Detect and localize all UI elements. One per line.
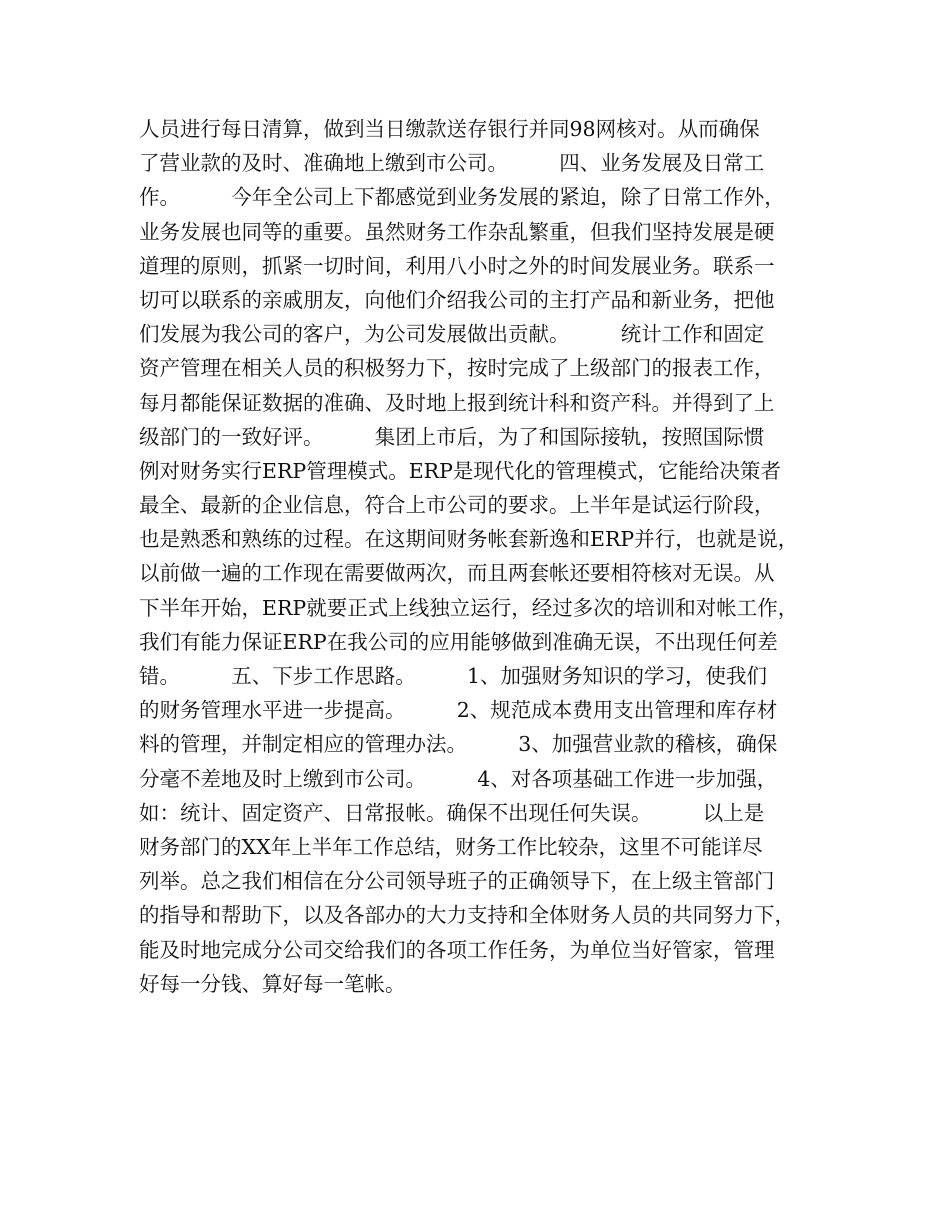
text-line: 我们有能力保证ERP在我公司的应用能够做到准确无误，不出现任何差 bbox=[139, 629, 778, 654]
text-line: 道理的原则，抓紧一切时间，利用八小时之外的时间发展业务。联系一 bbox=[139, 253, 775, 278]
text-line: 们发展为我公司的客户，为公司发展做出贡献。 统计工作和固定 bbox=[139, 322, 765, 347]
body-text bbox=[139, 112, 839, 1001]
text-line: 好每一分钱、算好每一笔帐。 bbox=[139, 971, 406, 996]
text-line: 能及时地完成分公司交给我们的各项工作任务，为单位当好管家，管理 bbox=[139, 937, 775, 962]
text-line: 分毫不差地及时上缴到市公司。 4、对各项基础工作进一步加强， bbox=[139, 766, 778, 791]
text-line: 切可以联系的亲戚朋友，向他们介绍我公司的主打产品和新业务，把他 bbox=[139, 287, 775, 312]
text-line: 下半年开始，ERP就要正式上线独立运行，经过多次的培训和对帐工作， bbox=[139, 595, 799, 620]
text-line: 级部门的一致好评。 集团上市后，为了和国际接轨，按照国际惯 bbox=[139, 424, 765, 449]
text-line: 资产管理在相关人员的积极努力下，按时完成了上级部门的报表工作， bbox=[139, 356, 775, 381]
text-line: 了营业款的及时、准确地上缴到市公司。 四、业务发展及日常工 bbox=[139, 151, 765, 176]
text-line: 财务部门的XX年上半年工作总结，财务工作比较杂，这里不可能详尽 bbox=[139, 834, 763, 859]
text-line: 料的管理，并制定相应的管理办法。 3、加强营业款的稽核，确保 bbox=[139, 732, 778, 757]
text-line: 的指导和帮助下，以及各部办的大力支持和全体财务人员的共同努力下， bbox=[139, 903, 795, 928]
text-line: 人员进行每日清算，做到当日缴款送存银行并同98网核对。从而确保 bbox=[139, 117, 760, 141]
text-line: 业务发展也同等的重要。虽然财务工作杂乱繁重，但我们坚持发展是硬 bbox=[139, 219, 775, 244]
text-line: 以前做一遍的工作现在需要做两次，而且两套帐还要相符核对无误。从 bbox=[139, 561, 775, 586]
text-line: 例对财务实行ERP管理模式。ERP是现代化的管理模式，它能给决策者 bbox=[139, 458, 781, 483]
text-line: 也是熟悉和熟练的过程。在这期间财务帐套新逸和ERP并行，也就是说， bbox=[139, 527, 799, 552]
text-line: 最全、最新的企业信息，符合上市公司的要求。上半年是试运行阶段， bbox=[139, 493, 775, 518]
text-line: 作。 今年全公司上下都感觉到业务发展的紧迫，除了日常工作外， bbox=[139, 185, 785, 210]
text-line: 每月都能保证数据的准确、及时地上报到统计科和资产科。并得到了上 bbox=[139, 390, 775, 415]
text-line: 的财务管理水平进一步提高。 2、规范成本费用支出管理和库存材 bbox=[139, 698, 778, 723]
text-line: 错。 五、下步工作思路。 1、加强财务知识的学习，使我们 bbox=[139, 664, 768, 688]
text-line: 如：统计、固定资产、日常报帐。确保不出现任何失误。 以上是 bbox=[139, 800, 765, 825]
text-line: 列举。总之我们相信在分公司领导班子的正确领导下，在上级主管部门 bbox=[139, 869, 775, 894]
